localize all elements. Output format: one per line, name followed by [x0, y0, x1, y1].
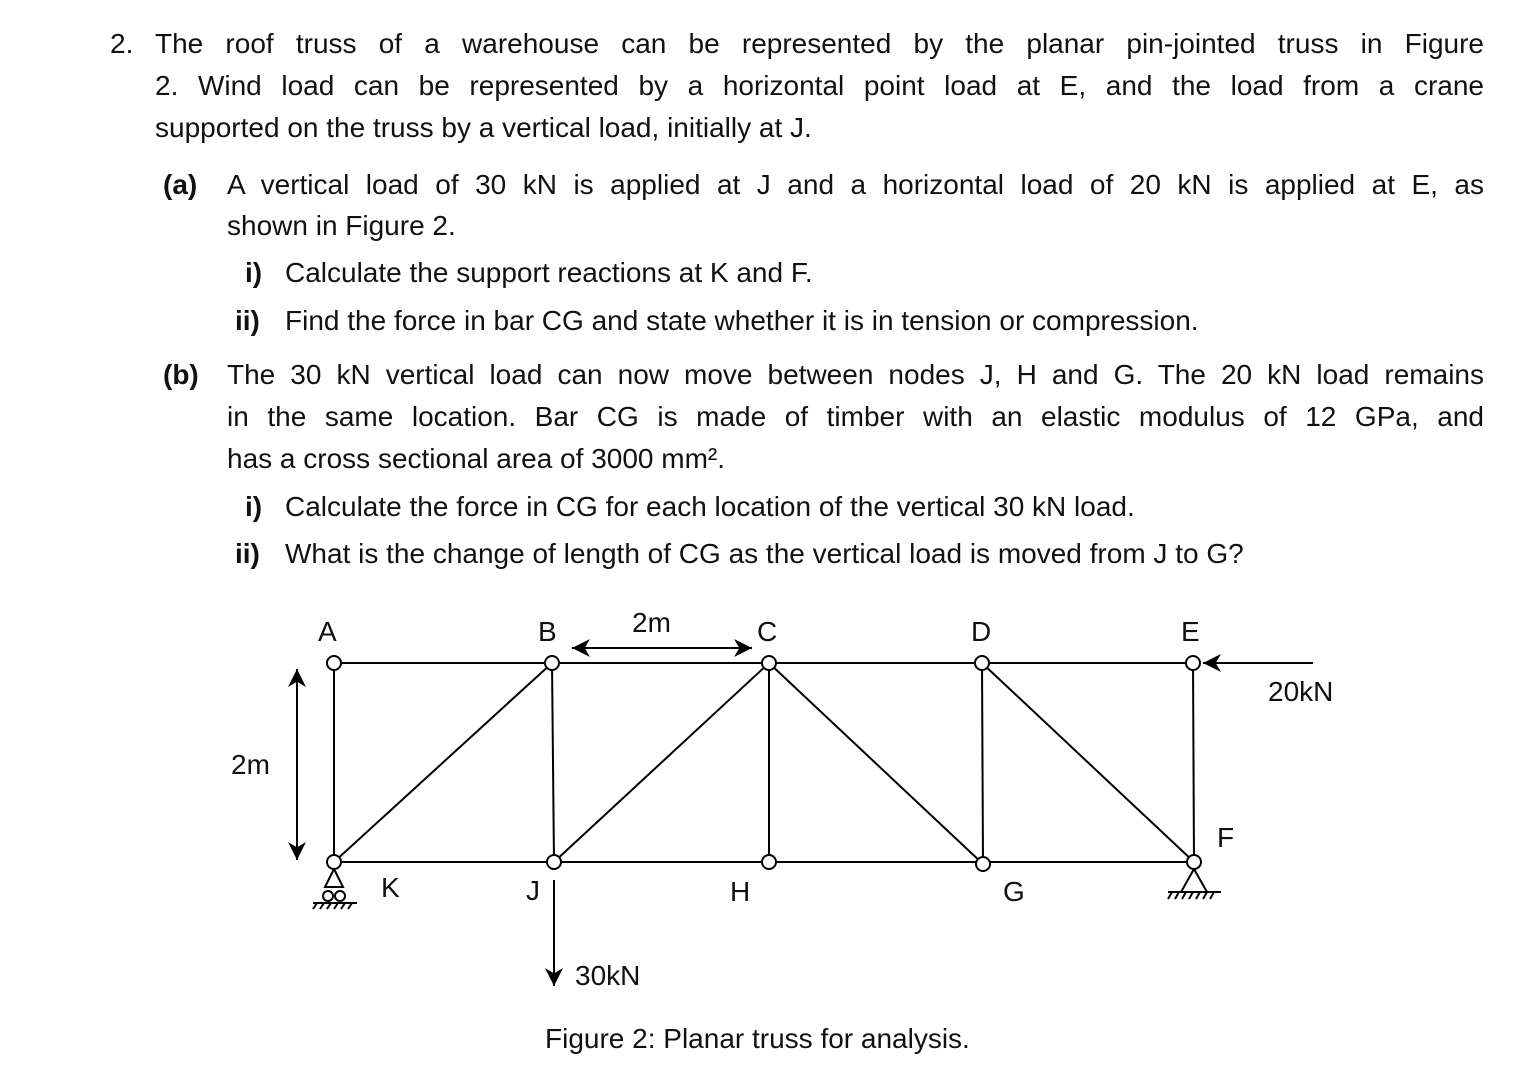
node-c [762, 656, 776, 670]
member-jc [554, 663, 769, 862]
member-dg [982, 663, 983, 864]
member-bj [552, 663, 554, 862]
intro-line-2: 2. Wind load can be represented by a horizontal point load at E, and the load from a crane [155, 70, 1484, 101]
node-g [976, 857, 990, 871]
node-label-b: B [538, 616, 557, 647]
vertical-dimension-label: 2m [231, 749, 270, 780]
horizontal-load-label: 20kN [1268, 676, 1334, 707]
node-label-g: G [1003, 876, 1025, 907]
member-df [982, 663, 1194, 862]
node-label-e: E [1181, 616, 1200, 647]
truss-nodes [327, 656, 1200, 871]
node-label-f: F [1217, 822, 1235, 853]
part-a-ii-text: Find the force in bar CG and state whether it is in tension or compression. [285, 305, 1199, 336]
node-b [545, 656, 559, 670]
part-a-label: (a) [163, 169, 198, 200]
intro-line-3: supported on the truss by a vertical load, initially at J. [155, 112, 812, 143]
part-a-ii-label: ii) [235, 305, 260, 336]
node-label-j: J [526, 875, 540, 906]
vertical-load-label: 30kN [575, 960, 641, 991]
node-h [762, 855, 776, 869]
question-number: 2. [110, 28, 134, 59]
part-b-line-1: The 30 kN vertical load can now move between nodes J, H and G. The 20 kN load remains [227, 359, 1484, 390]
node-d [975, 656, 989, 670]
part-a-i-text: Calculate the support reactions at K and F. [285, 257, 813, 288]
node-label-h: H [730, 876, 751, 907]
member-cg [769, 663, 983, 864]
member-ef [1193, 663, 1194, 862]
part-a-line-1: A vertical load of 30 kN is applied at J and a horizontal load of 20 kN is applied at E, as [227, 169, 1484, 200]
part-a-line-2: shown in Figure 2. [227, 210, 456, 241]
part-b-ii-label: ii) [235, 538, 260, 569]
intro-line-1: The roof truss of a warehouse can be represented by the planar pin-jointed truss in Figure [155, 28, 1484, 59]
part-b-i-label: i) [245, 491, 263, 522]
part-b-label: (b) [163, 359, 199, 390]
truss-members [334, 663, 1194, 864]
figure-caption: Figure 2: Planar truss for analysis. [545, 1023, 970, 1054]
node-label-k: K [381, 872, 400, 903]
part-a-i-label: i) [245, 257, 263, 288]
member-kb [334, 663, 552, 862]
part-b-line-2: in the same location. Bar CG is made of timber with an elastic modulus of 12 GPa, and [227, 401, 1484, 432]
node-label-a: A [318, 616, 337, 647]
node-label-d: D [971, 616, 992, 647]
part-b-i-text: Calculate the force in CG for each location of the vertical 30 kN load. [285, 491, 1135, 522]
roller-support-icon [313, 855, 357, 909]
node-j [547, 855, 561, 869]
node-a [327, 656, 341, 670]
horizontal-dimension-label: 2m [632, 607, 671, 638]
part-b-ii-text: What is the change of length of CG as the vertical load is moved from J to G? [285, 538, 1244, 569]
part-b-line-3: has a cross sectional area of 3000 mm². [227, 443, 726, 474]
node-label-c: C [757, 616, 778, 647]
node-e [1186, 656, 1200, 670]
